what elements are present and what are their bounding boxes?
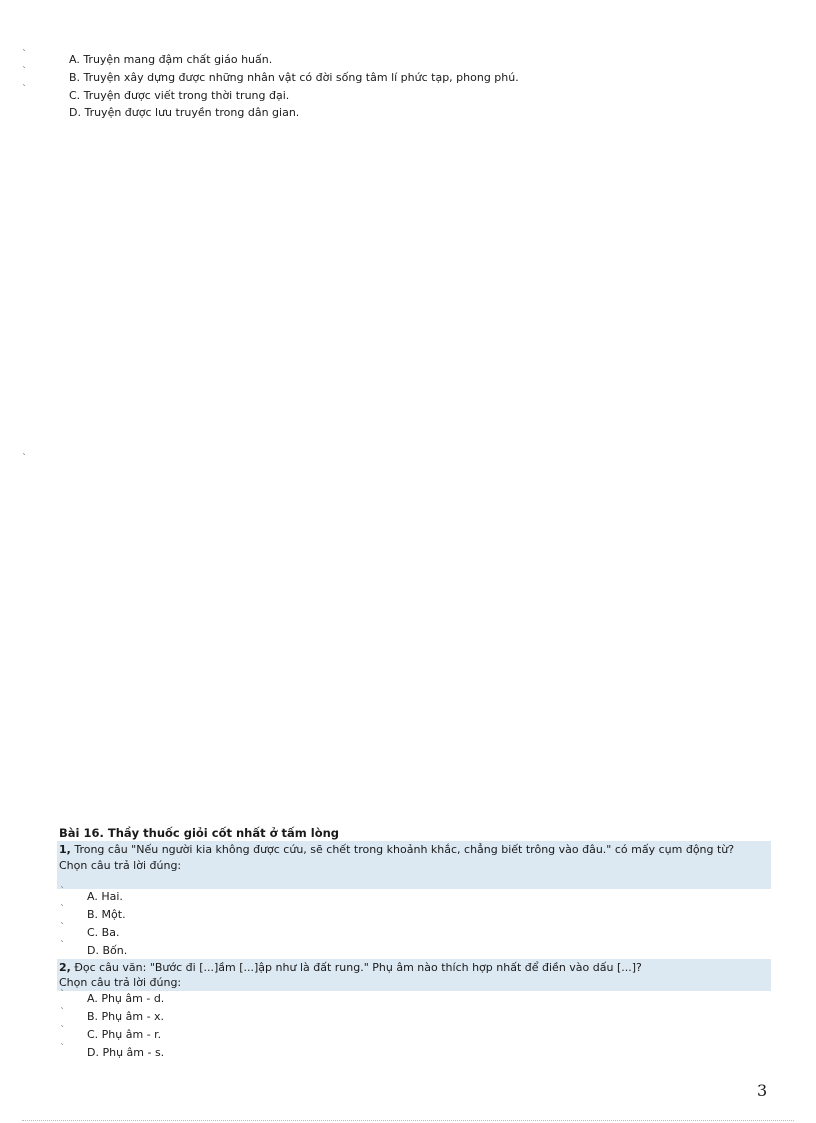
radio-marker-icon[interactable]: ` <box>22 84 27 95</box>
answer-option[interactable]: C. Truyện được viết trong thời trung đại. <box>69 89 290 102</box>
radio-marker-icon[interactable]: ` <box>60 904 65 915</box>
radio-marker-icon[interactable]: ` <box>60 1043 65 1054</box>
answer-option[interactable]: A. Phụ âm - d. <box>87 992 165 1005</box>
radio-marker-icon[interactable]: ` <box>22 49 27 60</box>
stray-marker-icon: ` <box>22 453 27 464</box>
radio-marker-icon[interactable]: ` <box>22 66 27 77</box>
question-2-body: Đọc câu văn: "Bước đi [...]ầm [...]ập như là đất rung." Phụ âm nào thích hợp nhất để điền vào dấu [...]? <box>74 961 642 974</box>
answer-option[interactable]: D. Truyện được lưu truyền trong dân gian. <box>69 106 300 119</box>
answer-option[interactable]: B. Phụ âm - x. <box>87 1010 165 1023</box>
answer-option[interactable]: D. Bốn. <box>87 944 128 957</box>
section-title: Bài 16. Thầy thuốc giỏi cốt nhất ở tấm lòng <box>59 826 340 840</box>
question-1-text <box>59 842 759 874</box>
question-2-number: 2, <box>59 961 71 974</box>
answer-option[interactable]: A. Truyện mang đậm chất giáo huấn. <box>69 53 273 66</box>
footer-divider <box>22 1120 794 1121</box>
page-number: 3 <box>757 1081 768 1100</box>
question-1-number: 1, <box>59 843 71 856</box>
question-1-body: Trong câu "Nếu người kia không được cứu, sẽ chết trong khoảnh khắc, chẳng biết trông vào đâu." có mấy cụm động từ? Chọn câu trả lời đúng: <box>59 843 735 872</box>
radio-marker-icon[interactable]: ` <box>60 886 65 897</box>
question-2-text <box>59 960 759 976</box>
question-2-prompt: Chọn câu trả lời đúng: <box>59 976 182 989</box>
radio-marker-icon[interactable]: ` <box>60 1025 65 1036</box>
answer-option[interactable]: A. Hai. <box>87 890 123 903</box>
answer-option[interactable]: D. Phụ âm - s. <box>87 1046 165 1059</box>
radio-marker-icon[interactable]: ` <box>60 940 65 951</box>
answer-option[interactable]: B. Một. <box>87 908 126 921</box>
radio-marker-icon[interactable]: ` <box>60 989 65 1000</box>
answer-option[interactable]: C. Phụ âm - r. <box>87 1028 162 1041</box>
radio-marker-icon[interactable]: ` <box>60 1007 65 1018</box>
radio-marker-icon[interactable]: ` <box>60 922 65 933</box>
answer-option[interactable]: C. Ba. <box>87 926 120 939</box>
answer-option[interactable]: B. Truyện xây dựng được những nhân vật có đời sống tâm lí phức tạp, phong phú. <box>69 71 519 84</box>
